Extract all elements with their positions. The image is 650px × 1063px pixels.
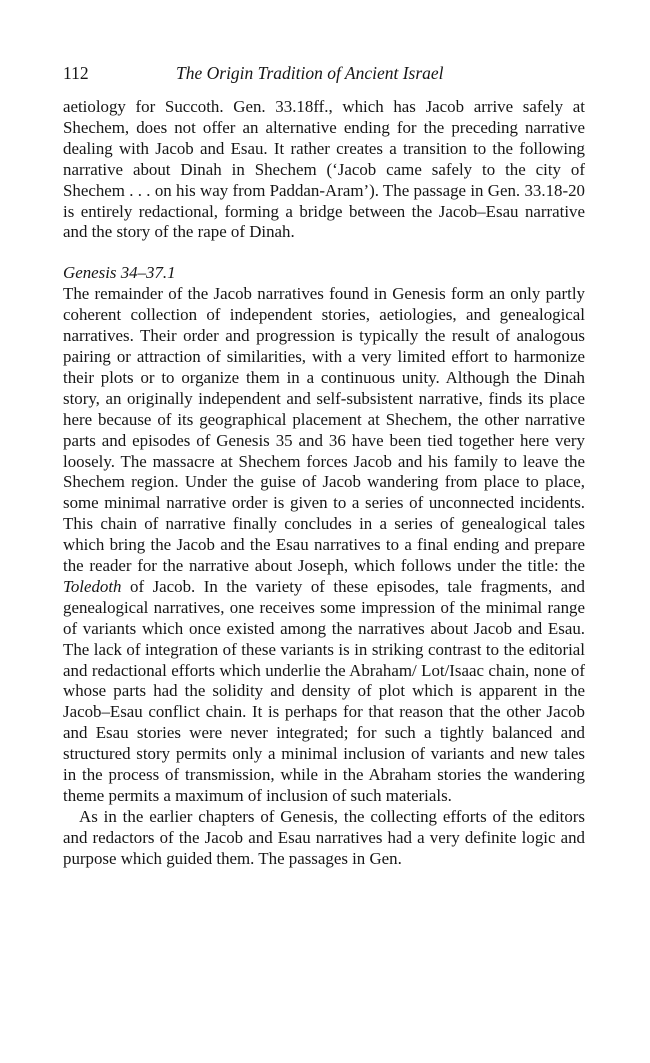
paragraph-1: aetiology for Succoth. Gen. 33.18ff., which has Jacob arrive safely at Shechem, does not offer an alternative ending for the preceding narrative dealing with Jacob and Esau. It rather creates a transition to the following narrative about Dinah in Shechem (‘Jacob came safely to the city of Shechem . . . on his way from Paddan-Aram’). The passage in Gen. 33.18-20 is entirely redactional, forming a bridge between the Jacob–Esau narrative and the story of the rape of Dinah. — [63, 97, 585, 242]
page-number: 112 — [63, 63, 89, 83]
paragraph-3: As in the earlier chapters of Genesis, the collecting efforts of the editors and redactors of the Jacob and Esau narratives had a very definite logic and purpose which guided them. The passages in Gen. — [63, 806, 585, 868]
body-text — [63, 97, 585, 870]
paragraph-2-text-b: of Jacob. In the variety of these episodes, tale fragments, and genealogical narratives, one receives some impression of the minimal range of variants which once existed among the narratives about Jacob and Esau. The lack of integration of these variants is in striking contrast to the editorial and redactional efforts which underlie the Abraham/ Lot/Isaac chain, none of whose parts had the solidity and density of plot which is apparent in the Jacob–Esau conflict chain. It is perhaps for that reason that the other Jacob and Esau stories were never integrated; for such a tightly balanced and structured story permits only a minimal inclusion of variants and new tales in the process of transmission, while in the Abraham stories the wandering theme permits a maximum of inclusion of such materials. — [63, 576, 585, 805]
paragraph-2 — [63, 284, 585, 807]
running-title: The Origin Tradition of Ancient Israel — [176, 63, 444, 83]
paragraph-2-italic-term: Toledoth — [63, 576, 122, 596]
running-head — [63, 60, 585, 86]
section-heading: Genesis 34–37.1 — [63, 263, 176, 283]
book-page — [63, 60, 585, 870]
paragraph-2-text-a: The remainder of the Jacob narratives found in Genesis form an only partly coherent collection of independent stories, aetiologies, and genealogical narratives. Their order and progression is typically the result of analogous pairing or attraction of similarities, with a very limited effort to harmonize their plots or to organize them in a continuous unity. Although the Dinah story, an originally independent and self-subsistent narrative, finds its place here because of its geographical placement at Shechem, the other narrative parts and episodes of Genesis 35 and 36 have been tied together here very loosely. The massacre at Shechem forces Jacob and his family to leave the Shechem region. Under the guise of Jacob wandering from place to place, some minimal narrative order is given to a series of unconnected incidents. This chain of narrative finally concludes in a series of genealogical tales which bring the Jacob and the Esau narratives to a final ending and prepare the reader for the narrative about Joseph, which follows under the title: the — [63, 284, 585, 576]
